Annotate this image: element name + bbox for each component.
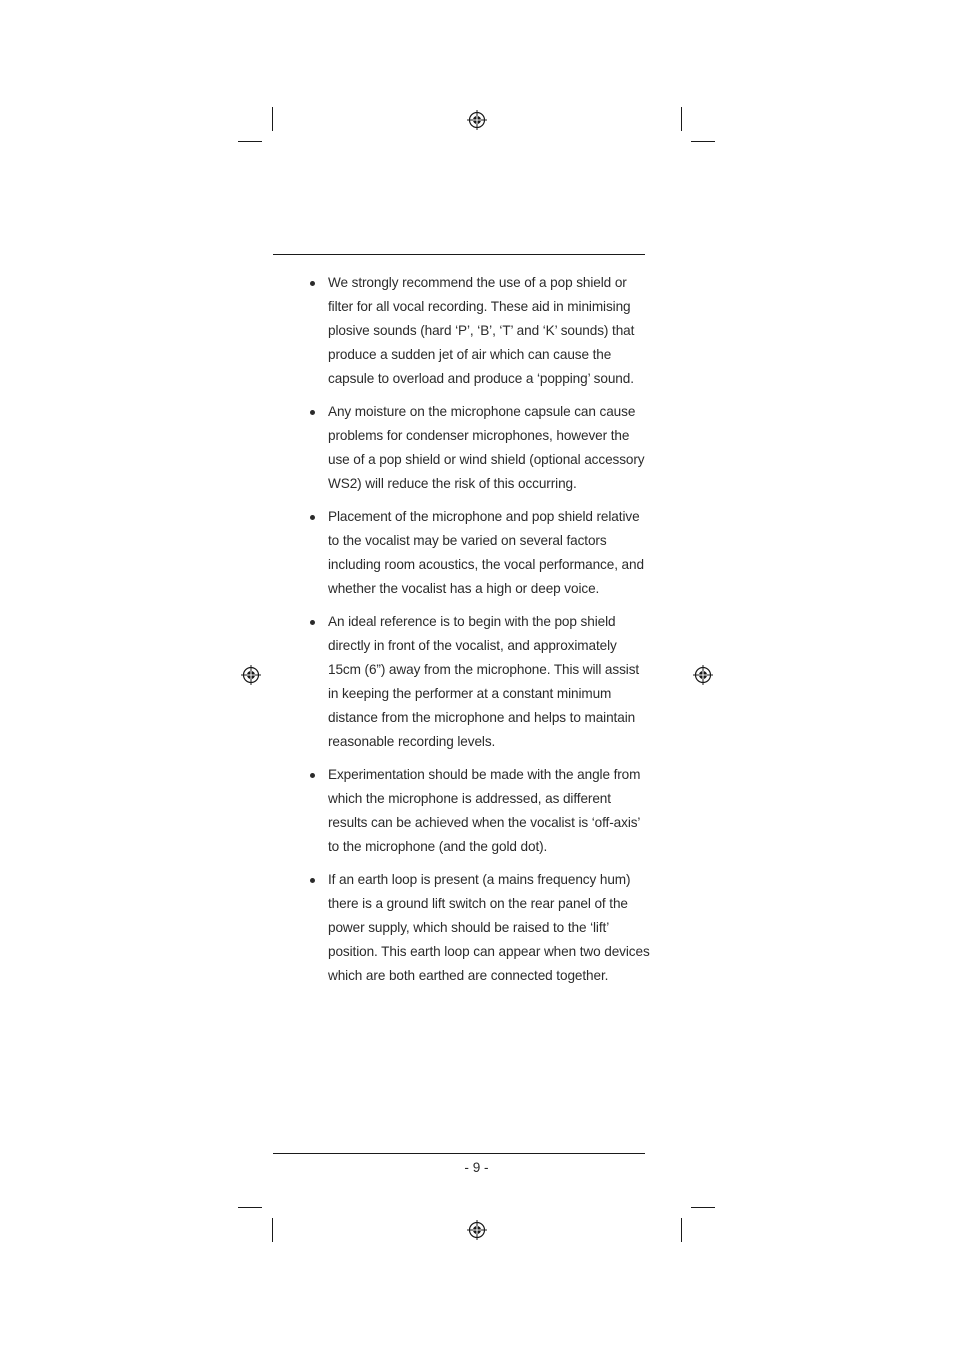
list-item xyxy=(273,400,653,496)
list-item xyxy=(273,610,653,754)
bullet-dot-icon xyxy=(310,878,315,883)
list-item xyxy=(273,763,653,859)
bullet-dot-icon xyxy=(310,620,315,625)
list-item-text: We strongly recommend the use of a pop shield or filter for all vocal recording. These aid in minimising plosive sounds (hard ‘P’, ‘B’, ‘T’ and ‘K’ sounds) that produce a sudden jet of air which can cause the capsule to overload and produce a ‘popping’ sound. xyxy=(328,275,635,386)
list-item xyxy=(273,271,653,391)
list-item xyxy=(273,868,653,988)
crop-mark-top-left-vertical xyxy=(272,107,273,131)
bottom-rule xyxy=(273,1153,645,1154)
registration-mark-top-icon xyxy=(467,110,487,130)
registration-mark-left-icon xyxy=(241,665,261,685)
registration-mark-bottom-icon xyxy=(467,1220,487,1240)
list-item-text: An ideal reference is to begin with the pop shield directly in front of the vocalist, and approximately 15cm (6”) away from the microphone. This will assist in keeping the performer at a constant minimum distance from the microphone and helps to maintain reasonable recording levels. xyxy=(328,614,640,749)
bullet-dot-icon xyxy=(310,410,315,415)
bullet-dot-icon xyxy=(310,515,315,520)
bullet-dot-icon xyxy=(310,281,315,286)
crop-mark-bottom-left-vertical xyxy=(272,1218,273,1242)
crop-mark-top-right-vertical xyxy=(681,107,682,131)
list-item-text: Placement of the microphone and pop shield relative to the vocalist may be varied on several factors including room acoustics, the vocal performance, and whether the vocalist has a high or deep voice. xyxy=(328,509,644,596)
page-number: - 9 - xyxy=(464,1160,489,1175)
top-rule xyxy=(273,254,645,255)
crop-mark-top-right-horizontal xyxy=(691,141,715,142)
crop-mark-bottom-left-horizontal xyxy=(238,1207,262,1208)
page-content xyxy=(273,271,653,997)
list-item-text: Any moisture on the microphone capsule can cause problems for condenser microphones, however the use of a pop shield or wind shield (optional accessory WS2) will reduce the risk of this occurring. xyxy=(328,404,645,491)
bullet-list xyxy=(273,271,653,988)
registration-mark-right-icon xyxy=(693,665,713,685)
bullet-dot-icon xyxy=(310,773,315,778)
list-item-text: If an earth loop is present (a mains frequency hum) there is a ground lift switch on the rear panel of the power supply, which should be raised to the ‘lift’ position. This earth loop can appear when two devices which are both earthed are connected together. xyxy=(328,872,650,983)
crop-mark-top-left-horizontal xyxy=(238,141,262,142)
list-item-text: Experimentation should be made with the angle from which the microphone is addressed, as different results can be achieved when the vocalist is ‘off-axis’ to the microphone (and the gold dot). xyxy=(328,767,641,854)
list-item xyxy=(273,505,653,601)
crop-mark-bottom-right-horizontal xyxy=(691,1207,715,1208)
crop-mark-bottom-right-vertical xyxy=(681,1218,682,1242)
